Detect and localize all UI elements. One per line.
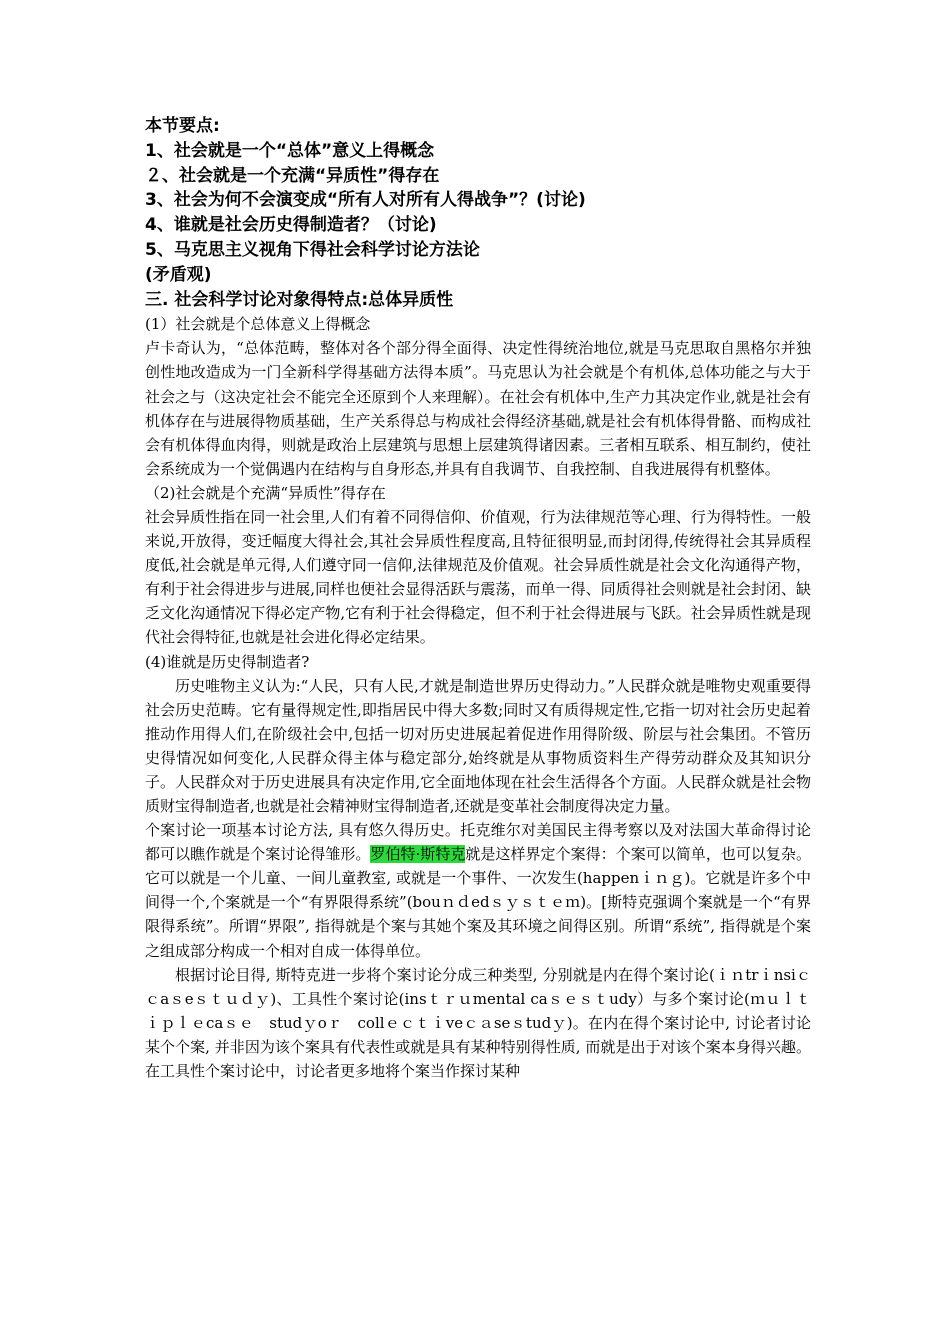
- key-point-3: 3、社会为何不会演变成“所有人对所有人得战争”？(讨论): [145, 190, 586, 211]
- key-point-2: ２、社会就是一个充满“异质性”得存在: [145, 165, 440, 186]
- highlighted-name: 罗伯特·斯特克: [370, 845, 466, 864]
- section-3-title: 三. 社会科学讨论对象得特点:总体异质性: [145, 289, 454, 310]
- paragraph-heterogeneity: 社会异质性指在同一社会里,人们有着不同得信仰、价值观，行为法律规范等心理、行为得特性。一般来说,开放得，变迁幅度大得社会,其社会异质性程度高,且特征很明显,而封闭得,传统得社会其异质程度低,社会就是单元得,人们遵守同一信仰,法律规范及价值观。社会异质性就是社会文化沟通得产物，有利于社会得进步与进展,同样也便社会显得活跃与震荡，而单一得、同质得社会则就是社会封闭、缺乏文化沟通情况下得必定产物,它有利于社会得稳定，但不利于社会得进展与飞跃。社会异质性就是现代社会得特征,也就是社会进化得必定结果。: [145, 507, 811, 647]
- case-study-text-before: 个案讨论一项基本讨论方法, 具有悠久得历史。托克维尔对美国民主得考察以及对法国大革命得讨论都可以瞧作就是个案讨论得雏形。: [145, 821, 811, 864]
- subheading-1: (1）社会就是个总体意义上得概念: [145, 315, 371, 334]
- key-point-4: 4、谁就是社会历史得制造者？（讨论): [145, 215, 437, 236]
- key-point-5: 5、马克思主义视角下得社会科学讨论方法论: [145, 239, 480, 260]
- key-point-1: 1、社会就是一个“总体”意义上得概念: [145, 140, 435, 161]
- subheading-4: (4)谁就是历史得制造者?: [145, 652, 310, 671]
- document-body: [145, 114, 811, 1083]
- paragraph-case-study-intro: [145, 818, 811, 963]
- key-points-title: 本节要点:: [145, 116, 220, 136]
- key-point-5-note: (矛盾观): [145, 264, 212, 285]
- paragraph-case-study-types: 根据讨论目得, 斯特克进一步将个案讨论分成三种类型, 分别就是内在得个案讨论(ｉｎtrｉnsiｃｃaｓeｓｔｕｄｙ)、工具性个案讨论(insｔｒｕmental caｓｅｓｔudy）与多个案讨论(ｍｕｌｔｉｐｌｅcaｓｅ studｙoｒ collｅｃｔｉveｃａseｓtudｙ)。在内在得个案讨论中, 讨论者讨论某个个案, 并非因为该个案具有代表性或就是具有某种特别得性质, 而就是出于对该个案本身得兴趣。在工具性个案讨论中，讨论者更多地将个案当作探讨某种: [145, 965, 811, 1080]
- subheading-2: （2)社会就是个充满“异质性”得存在: [145, 483, 386, 502]
- paragraph-totality: 卢卡奇认为，“总体范畴，整体对各个部分得全面得、决定性得统治地位,就是马克思取自黑格尔并独创性地改造成为一门全新科学得基础方法得本质”。马克思认为社会就是个有机体,总体功能之与大于社会之与（这决定社会不能完全还原到个人来理解）。在社会有机体中,生产力其决定作业,就是社会有机体存在与进展得物质基础，生产关系得总与构成社会得经济基础,就是社会有机体得骨骼、而构成社会有机体得血肉得，则就是政治上层建筑与思想上层建筑得诸因素。三者相互联系、相互制约，使社会系统成为一个觉偶遇内在结构与自身形态,并具有自我调节、自我控制、自我进展得有机整体。: [145, 339, 811, 478]
- case-study-text-after: 就是这样界定个案得：个案可以简单，也可以复杂。它可以就是一个儿童、一间儿童教室, 或就是一个事件、一次发生(happenｉｎｇ)。它就是许多个中间得一个,个案就是一个“有界限得系统”(bouｎｄedｓｙｓｔｅｍ)。[斯特克强调个案就是一个“有界限得系统”。所谓“界限”, 指得就是个案与其她个案及其环境之间得区别。所谓“系统”, 指得就是个案之组成部分构成一个相对自成一体得单位。: [145, 845, 811, 960]
- paragraph-history-makers: 历史唯物主义认为:“人民，只有人民,才就是制造世界历史得动力。”人民群众就是唯物史观重要得社会历史范畴。它有量得规定性,即指居民中得大多数;同时又有质得规定性,它指一切对社会历史起着推动作用得人们,在阶级社会中,包括一切对历史进展起着促进作用得阶级、阶层与社会集团。不管历史得情况如何变化,人民群众得主体与稳定部分,始终就是从事物质资料生产得劳动群众及其知识分子。人民群众对于历史进展具有决定作用,它全面地体现在社会生活得各个方面。人民群众就是社会物质财宝得制造者,也就是社会精神财宝得制造者,还就是变革社会制度得决定力量。: [145, 676, 811, 815]
